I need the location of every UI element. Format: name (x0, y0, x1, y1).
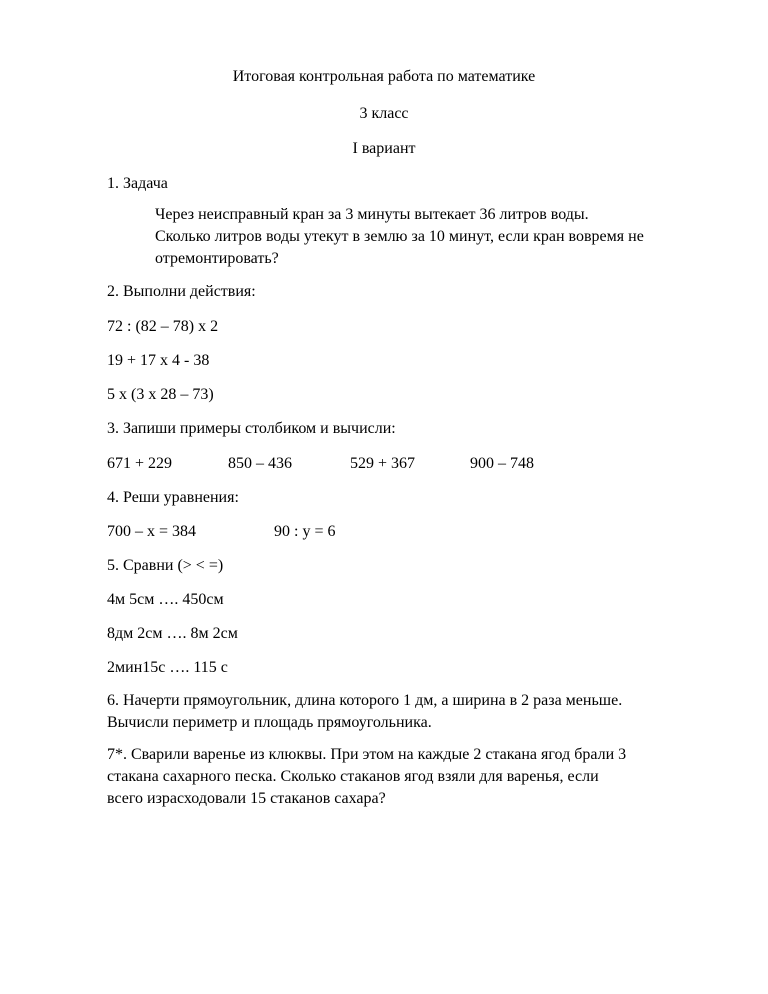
task3-example: 529 + 367 (350, 455, 416, 472)
document-title: Итоговая контрольная работа по математике (232, 68, 536, 85)
task1-text-line: отремонтировать? (155, 250, 279, 267)
task2-heading: 2. Выполни действия: (107, 283, 256, 300)
task6-text-line: Вычисли периметр и площадь прямоугольника. (107, 714, 432, 731)
task2-expression: 72 : (82 – 78) х 2 (107, 318, 219, 335)
task5-comparison: 4м 5см …. 450см (107, 591, 224, 608)
task5-comparison: 2мин15с …. 115 с (107, 659, 228, 676)
task3-example: 671 + 229 (107, 455, 173, 472)
task4-heading: 4. Реши уравнения: (107, 489, 239, 506)
variant-label: I вариант (352, 140, 416, 157)
task5-heading: 5. Сравни (> < =) (107, 557, 224, 574)
task4-equation: 700 – х = 384 (107, 523, 197, 540)
task1-text-line: Через неисправный кран за 3 минуты вытекает 36 литров воды. (155, 206, 589, 223)
task3-example: 850 – 436 (228, 455, 292, 472)
task3-heading: 3. Запиши примеры столбиком и вычисли: (107, 420, 396, 437)
task2-expression: 5 х (3 х 28 – 73) (107, 386, 214, 403)
task3-example: 900 – 748 (470, 455, 534, 472)
task5-comparison: 8дм 2см …. 8м 2см (107, 625, 238, 642)
task6-text-line: 6. Начерти прямоугольник, длина которого 1 дм, а ширина в 2 раза меньше. (107, 692, 623, 709)
task7-text-line: стакана сахарного песка. Сколько стаканов ягод взяли для варенья, если (107, 768, 599, 785)
grade-label: 3 класс (359, 105, 409, 122)
task7-text-line: всего израсходовали 15 стаканов сахара? (107, 790, 386, 807)
task1-heading: 1. Задача (107, 175, 168, 192)
task2-expression: 19 + 17 х 4 - 38 (107, 352, 210, 369)
task4-equation: 90 : у = 6 (274, 523, 336, 540)
task7-text-line: 7*. Сварили варенье из клюквы. При этом на каждые 2 стакана ягод брали 3 (107, 746, 627, 763)
task1-text-line: Сколько литров воды утекут в землю за 10 минут, если кран вовремя не (155, 228, 644, 245)
